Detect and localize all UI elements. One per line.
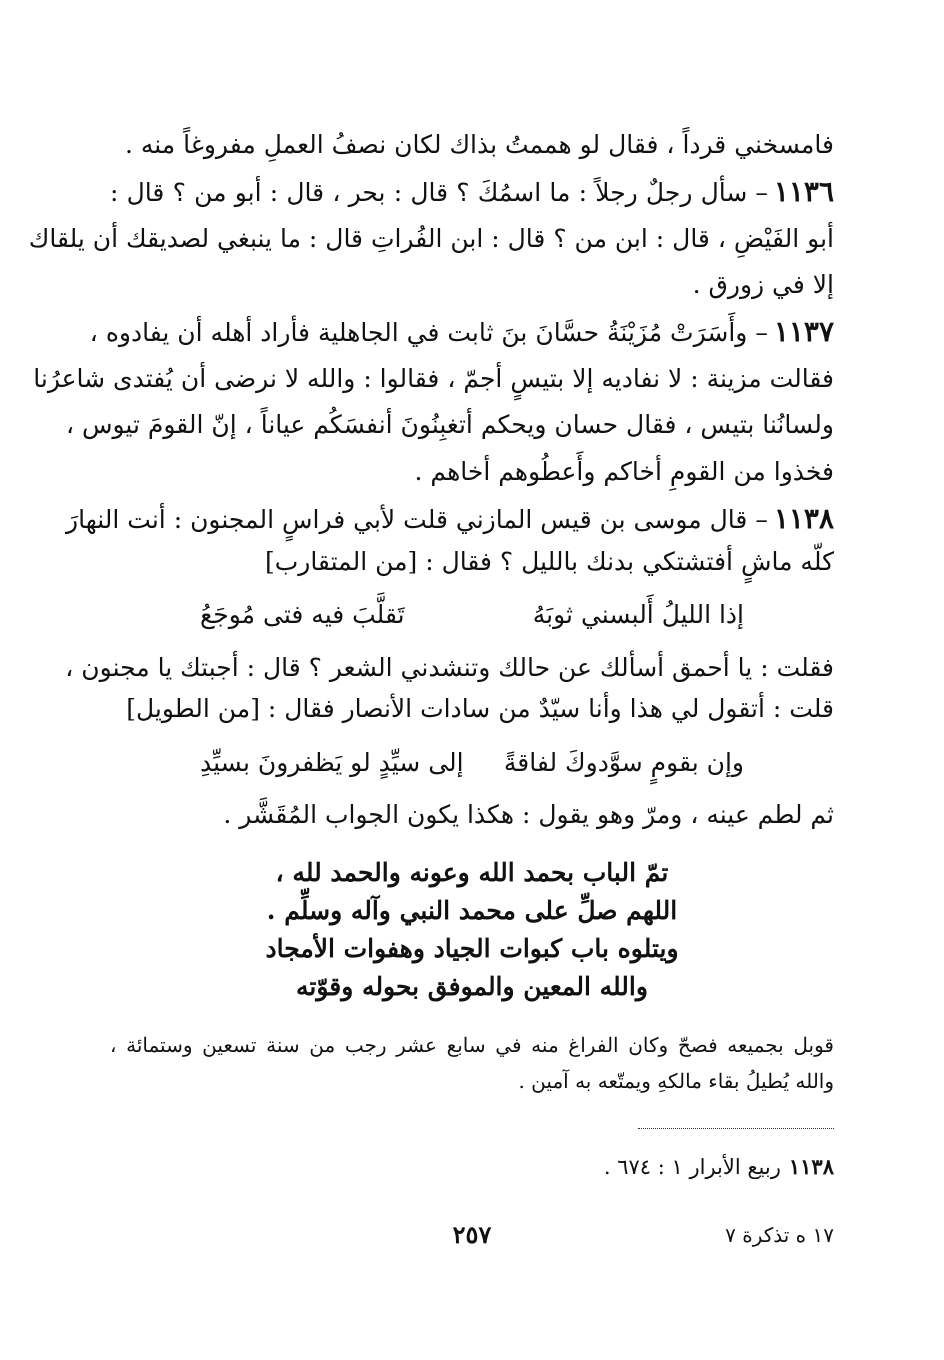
line-text: إلا في زورق .	[692, 270, 834, 299]
line-text: فامسخني قرداً ، فقال لو هممتُ بذاك لكان نصفُ العملِ مفروغاً منه .	[124, 130, 834, 159]
line-text: قلت : أتقول لي هذا وأنا سيّدٌ من سادات الأنصار فقال : [من الطويل]	[126, 694, 834, 723]
entry-1137-line-2	[33, 362, 834, 396]
entry-1136-line-2	[28, 222, 834, 256]
entry-dash: –	[755, 178, 768, 207]
verse-1-first-hemistich: إذا الليلُ أَلبسني ثوبَهُ	[532, 600, 744, 629]
colophon-line-1: تمّ الباب بحمد الله وعونه والحمد لله ،	[275, 858, 669, 887]
entry-dash: –	[755, 318, 768, 347]
verse-2-first-hemistich: وإن بقومٍ سوَّدوكَ لفاقةً	[503, 748, 744, 777]
collation-line-2: والله يُطيلُ بقاء مالكهِ ويمتّعه به آمين .	[518, 1069, 834, 1093]
colophon-line-4: والله المعين والموفق بحوله وقوّته	[296, 972, 648, 1001]
line-text: قال موسى بن قيس المازني قلت لأبي فراسٍ المجنون : أنت النهارَ	[66, 505, 748, 534]
line-text: أبو الفَيْضِ ، قال : ابن من ؟ قال : ابن الفُراتِ قال : ما ينبغي لصديقك أن يلقاك	[28, 224, 834, 253]
colophon-line-3: ويتلوه باب كبوات الجياد وهفوات الأمجاد	[265, 934, 679, 963]
verse-1	[200, 598, 744, 632]
line-text: سأل رجلٌ رجلاً : ما اسمُكَ ؟ قال : بحر ، قال : أبو من ؟ قال :	[110, 178, 748, 207]
line-text: فقلت : يا أحمق أسألك عن حالك وتنشدني الشعر ؟ قال : أجبتك يا مجنون ،	[65, 653, 834, 682]
line-text: فقالت مزينة : لا نفاديه إلا بتيسٍ أجمّ ، فقالوا : والله لا نرضى أن يُفتدى شاعرُنا	[33, 364, 834, 393]
footnote-text: ربيع الأبرار ١ : ٦٧٤ .	[603, 1155, 781, 1179]
verse-1-second-hemistich: تَقلَّبَ فيه فتى مُوجَعُ	[200, 600, 405, 629]
line-text: وأَسَرَتْ مُزَيْنَةُ حسَّانَ بنَ ثابت في الجاهلية فأراد أهله أن يفادوه ،	[89, 318, 748, 347]
entry-1138-line-2	[110, 545, 834, 579]
text-line-1	[110, 128, 834, 162]
colophon-line-2: اللهم صلِّ على محمد النبي وآله وسلِّم .	[266, 896, 678, 925]
entry-1137-line-4	[110, 455, 834, 489]
collation-line-1: قوبل بجميعه فصحّ وكان الفراغ منه في سابع عشر رجب من سنة تسعين وستمائة ،	[110, 1033, 834, 1057]
page-number: ٢٥٧	[452, 1220, 492, 1249]
line-text: ثم لطم عينه ، ومرّ وهو يقول : هكذا يكون الجواب المُقَشَّر .	[223, 800, 834, 829]
entry-1136-line-1	[110, 175, 834, 210]
line-text: كلّه ماشٍ أفتشتكي بدنك بالليل ؟ فقال : [من المتقارب]	[264, 547, 834, 576]
entry-1137-line-1	[89, 315, 834, 350]
entry-1137-line-3	[65, 408, 834, 442]
entry-1136-line-3	[110, 268, 834, 302]
entry-number-1137: ١١٣٧	[773, 315, 834, 348]
footnote-number: ١١٣٨	[788, 1154, 834, 1179]
entry-1138-line-4	[110, 692, 834, 726]
entry-1138-line-5	[110, 798, 834, 832]
footnote	[604, 1152, 834, 1182]
verse-2	[200, 746, 744, 780]
printer-signature: ١٧ ه تذكرة ٧	[725, 1223, 834, 1247]
entry-number-1138: ١١٣٨	[773, 502, 834, 535]
entry-dash: –	[755, 505, 768, 534]
entry-1138-line-1	[66, 502, 834, 537]
entry-1138-line-3	[65, 651, 834, 685]
footnote-divider	[638, 1128, 834, 1129]
line-text: ولسانُنا بتيس ، فقال حسان ويحكم أتغبِنُونَ أنفسَكُم عياناً ، إنّ القومَ تيوس ،	[65, 410, 834, 439]
entry-number-1136: ١١٣٦	[773, 175, 834, 208]
line-text: فخذوا من القومِ أخاكم وأَعطُوهم أخاهم .	[414, 457, 834, 486]
verse-2-second-hemistich: إلى سيِّدٍ لو يَظفرونَ بسيِّدِ	[200, 748, 464, 777]
